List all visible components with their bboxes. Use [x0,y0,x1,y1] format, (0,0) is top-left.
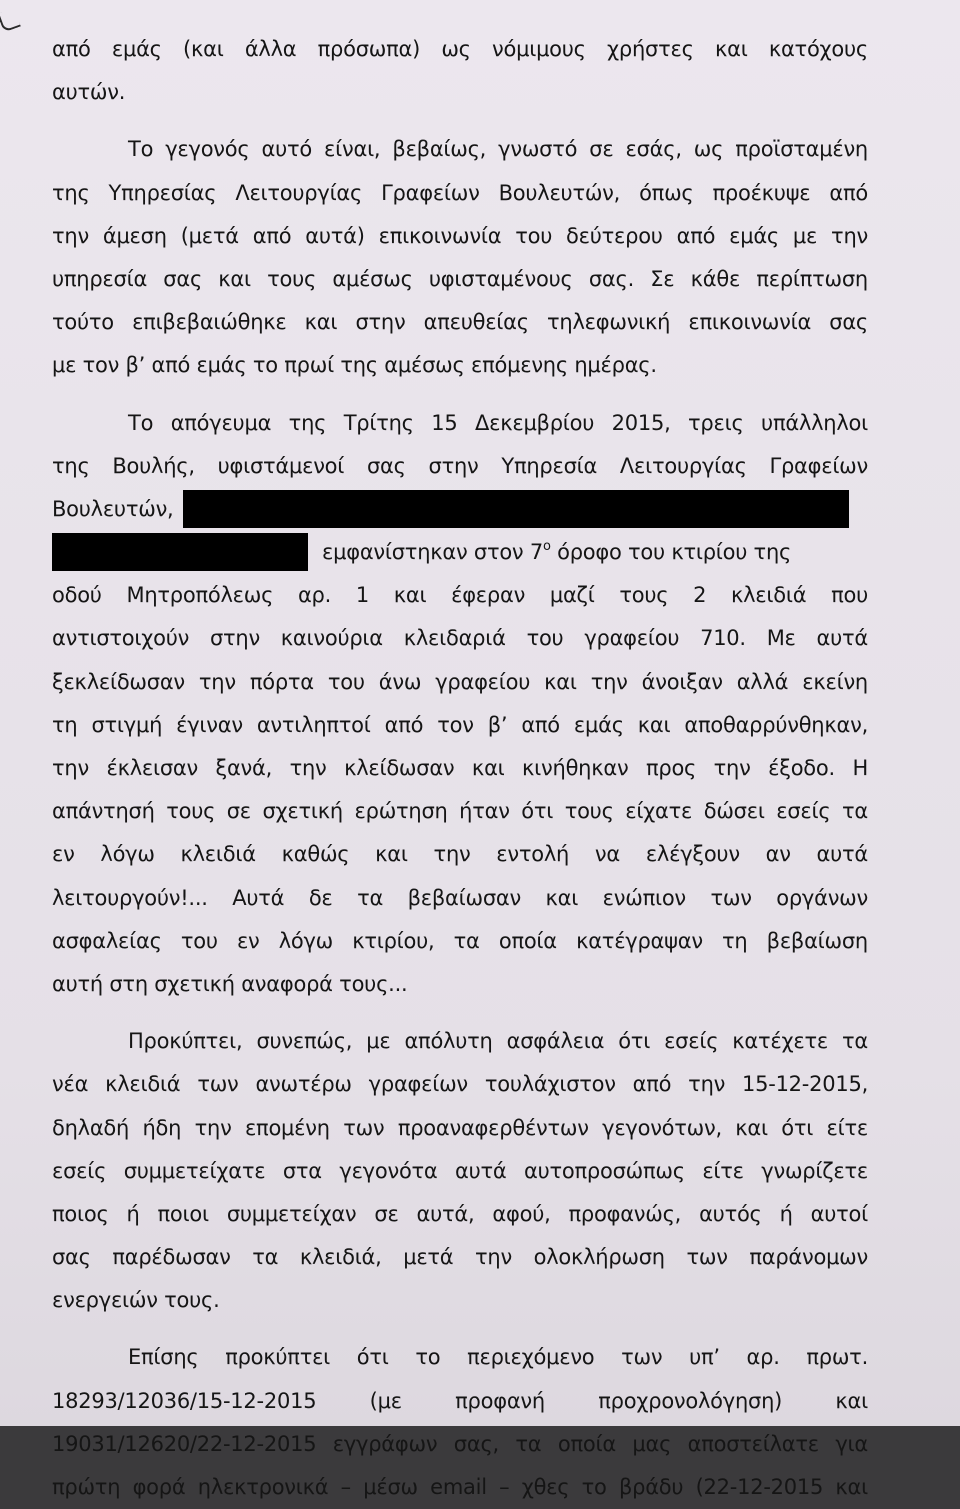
paragraph-1-line-2: αυτών. [52,80,126,105]
paragraph-5-line-4: πρώτη φορά ηλεκτρονικά – μέσω email – χθες το βράδυ (22-12-2015 και [52,1475,868,1499]
paragraph-4-line-7: ενεργειών τους. [52,1288,220,1313]
paragraph-5-line-2: 18293/12036/15-12-2015 (με προφανή προχρονολόγηση) και [52,1388,868,1413]
paragraph-3-line-5: οδού Μητροπόλεως αρ. 1 και έφεραν μαζί τους 2 κλειδιά που [52,583,868,608]
paragraph-4-line-3: δηλαδή ήδη την επομένη των προαναφερθέντων γεγονότων, και ότι είτε [52,1115,868,1140]
paragraph-gap [52,388,868,402]
paragraph-gap [52,1322,868,1336]
paragraph-5-line-3: 19031/12620/22-12-2015 εγγράφων σας, τα οποία μας αποστείλατε για [52,1431,868,1456]
paragraph-3-line-3-text: Βουλευτών, [52,496,174,521]
paragraph-2-line-3: την άμεση (μετά από αυτά) επικοινωνία του δεύτερου από εμάς με την [52,223,868,248]
paragraph-4-line-4: εσείς συμμετείχατε στα γεγονότα αυτά αυτοπροσώπως είτε γνωρίζετε [52,1158,868,1183]
paragraph-3-line-4 [52,531,868,574]
paragraph-3-line-10: απάντησή τους σε σχετική ερώτηση ήταν ότι τους είχατε δώσει εσείς τα [52,799,868,824]
paragraph-1-line-1: από εμάς (και άλλα πρόσωπα) ως νόμιμους χρήστες και κατόχους [52,37,868,61]
paragraph-3-line-2: της Βουλής, υφιστάμενοί σας στην Υπηρεσία Λειτουργίας Γραφείων [52,453,868,478]
paragraph-3-line-4-text-b: όροφο του κτιρίου της [550,540,792,565]
paragraph-3-line-12: λειτουργούν!... Αυτά δε τα βεβαίωσαν και ενώπιον των οργάνων [52,885,868,910]
paragraph-3-line-7: ξεκλείδωσαν την πόρτα του άνω γραφείου και την άνοιξαν αλλά εκείνη [52,669,868,694]
paragraph-4-line-5: ποιος ή ποιοι συμμετείχαν σε αυτά, αφού, προφανώς, αυτός ή αυτοί [52,1201,868,1226]
paragraph-3-line-8: τη στιγμή έγιναν αντιληπτοί από τον β’ από εμάς και αποθαρρύνθηκαν, [52,712,868,737]
paragraph-3-line-3 [52,488,868,531]
corner-mark [0,8,21,33]
paragraph-4-line-2: νέα κλειδιά των ανωτέρω γραφείων τουλάχιστον από την 15-12-2015, [52,1072,868,1097]
paragraph-4-line-1: Προκύπτει, συνεπώς, με απόλυτη ασφάλεια ότι εσείς κατέχετε τα [128,1029,868,1054]
redaction-bar [52,533,308,571]
paragraph-3-line-14: αυτή στη σχετική αναφορά τους... [52,971,408,996]
paragraph-gap [52,114,868,128]
paragraph-gap [52,1006,868,1020]
paragraph-3-line-1: Το απόγευμα της Τρίτης 15 Δεκεμβρίου 2015, τρεις υπάλληλοι [128,410,868,435]
paragraph-2-line-2: της Υπηρεσίας Λειτουργίας Γραφείων Βουλευτών, όπως προέκυψε από [52,180,868,205]
redaction-bar [183,490,849,528]
paragraph-2-line-4: υπηρεσία σας και τους αμέσως υφισταμένους σας. Σε κάθε περίπτωση [52,266,868,291]
ordinal-superscript: ο [542,539,551,555]
paragraph-3-line-13: ασφαλείας του εν λόγω κτιρίου, τα οποία κατέγραψαν τη βεβαίωση [52,928,868,953]
paragraph-4-line-6: σας παρέδωσαν τα κλειδιά, μετά την ολοκλήρωση των παράνομων [52,1245,868,1270]
document-body [52,28,868,1509]
paragraph-5-line-1: Επίσης προκύπτει ότι το περιεχόμενο των υπ’ αρ. πρωτ. [128,1345,868,1370]
paragraph-3-line-6: αντιστοιχούν στην καινούρια κλειδαριά του γραφείου 710. Με αυτά [52,626,868,651]
paragraph-2-line-5: τούτο επιβεβαιώθηκε και στην απευθείας τηλεφωνική επικοινωνία σας [52,310,868,335]
paragraph-2-line-6: με τον β’ από εμάς το πρωί της αμέσως επόμενης ημέρας. [52,353,657,378]
paragraph-3-line-9: την έκλεισαν ξανά, την κλείδωσαν και κινήθηκαν προς την έξοδο. Η [52,756,868,780]
paragraph-2-line-1: Το γεγονός αυτό είναι, βεβαίως, γνωστό σε εσάς, ως προϊσταμένη [128,137,868,162]
paragraph-3-line-4-text-a: εμφανίστηκαν στον 7 [322,540,543,565]
paragraph-3-line-11: εν λόγω κλειδιά καθώς και την εντολή να ελέγξουν αν αυτά [52,842,868,867]
